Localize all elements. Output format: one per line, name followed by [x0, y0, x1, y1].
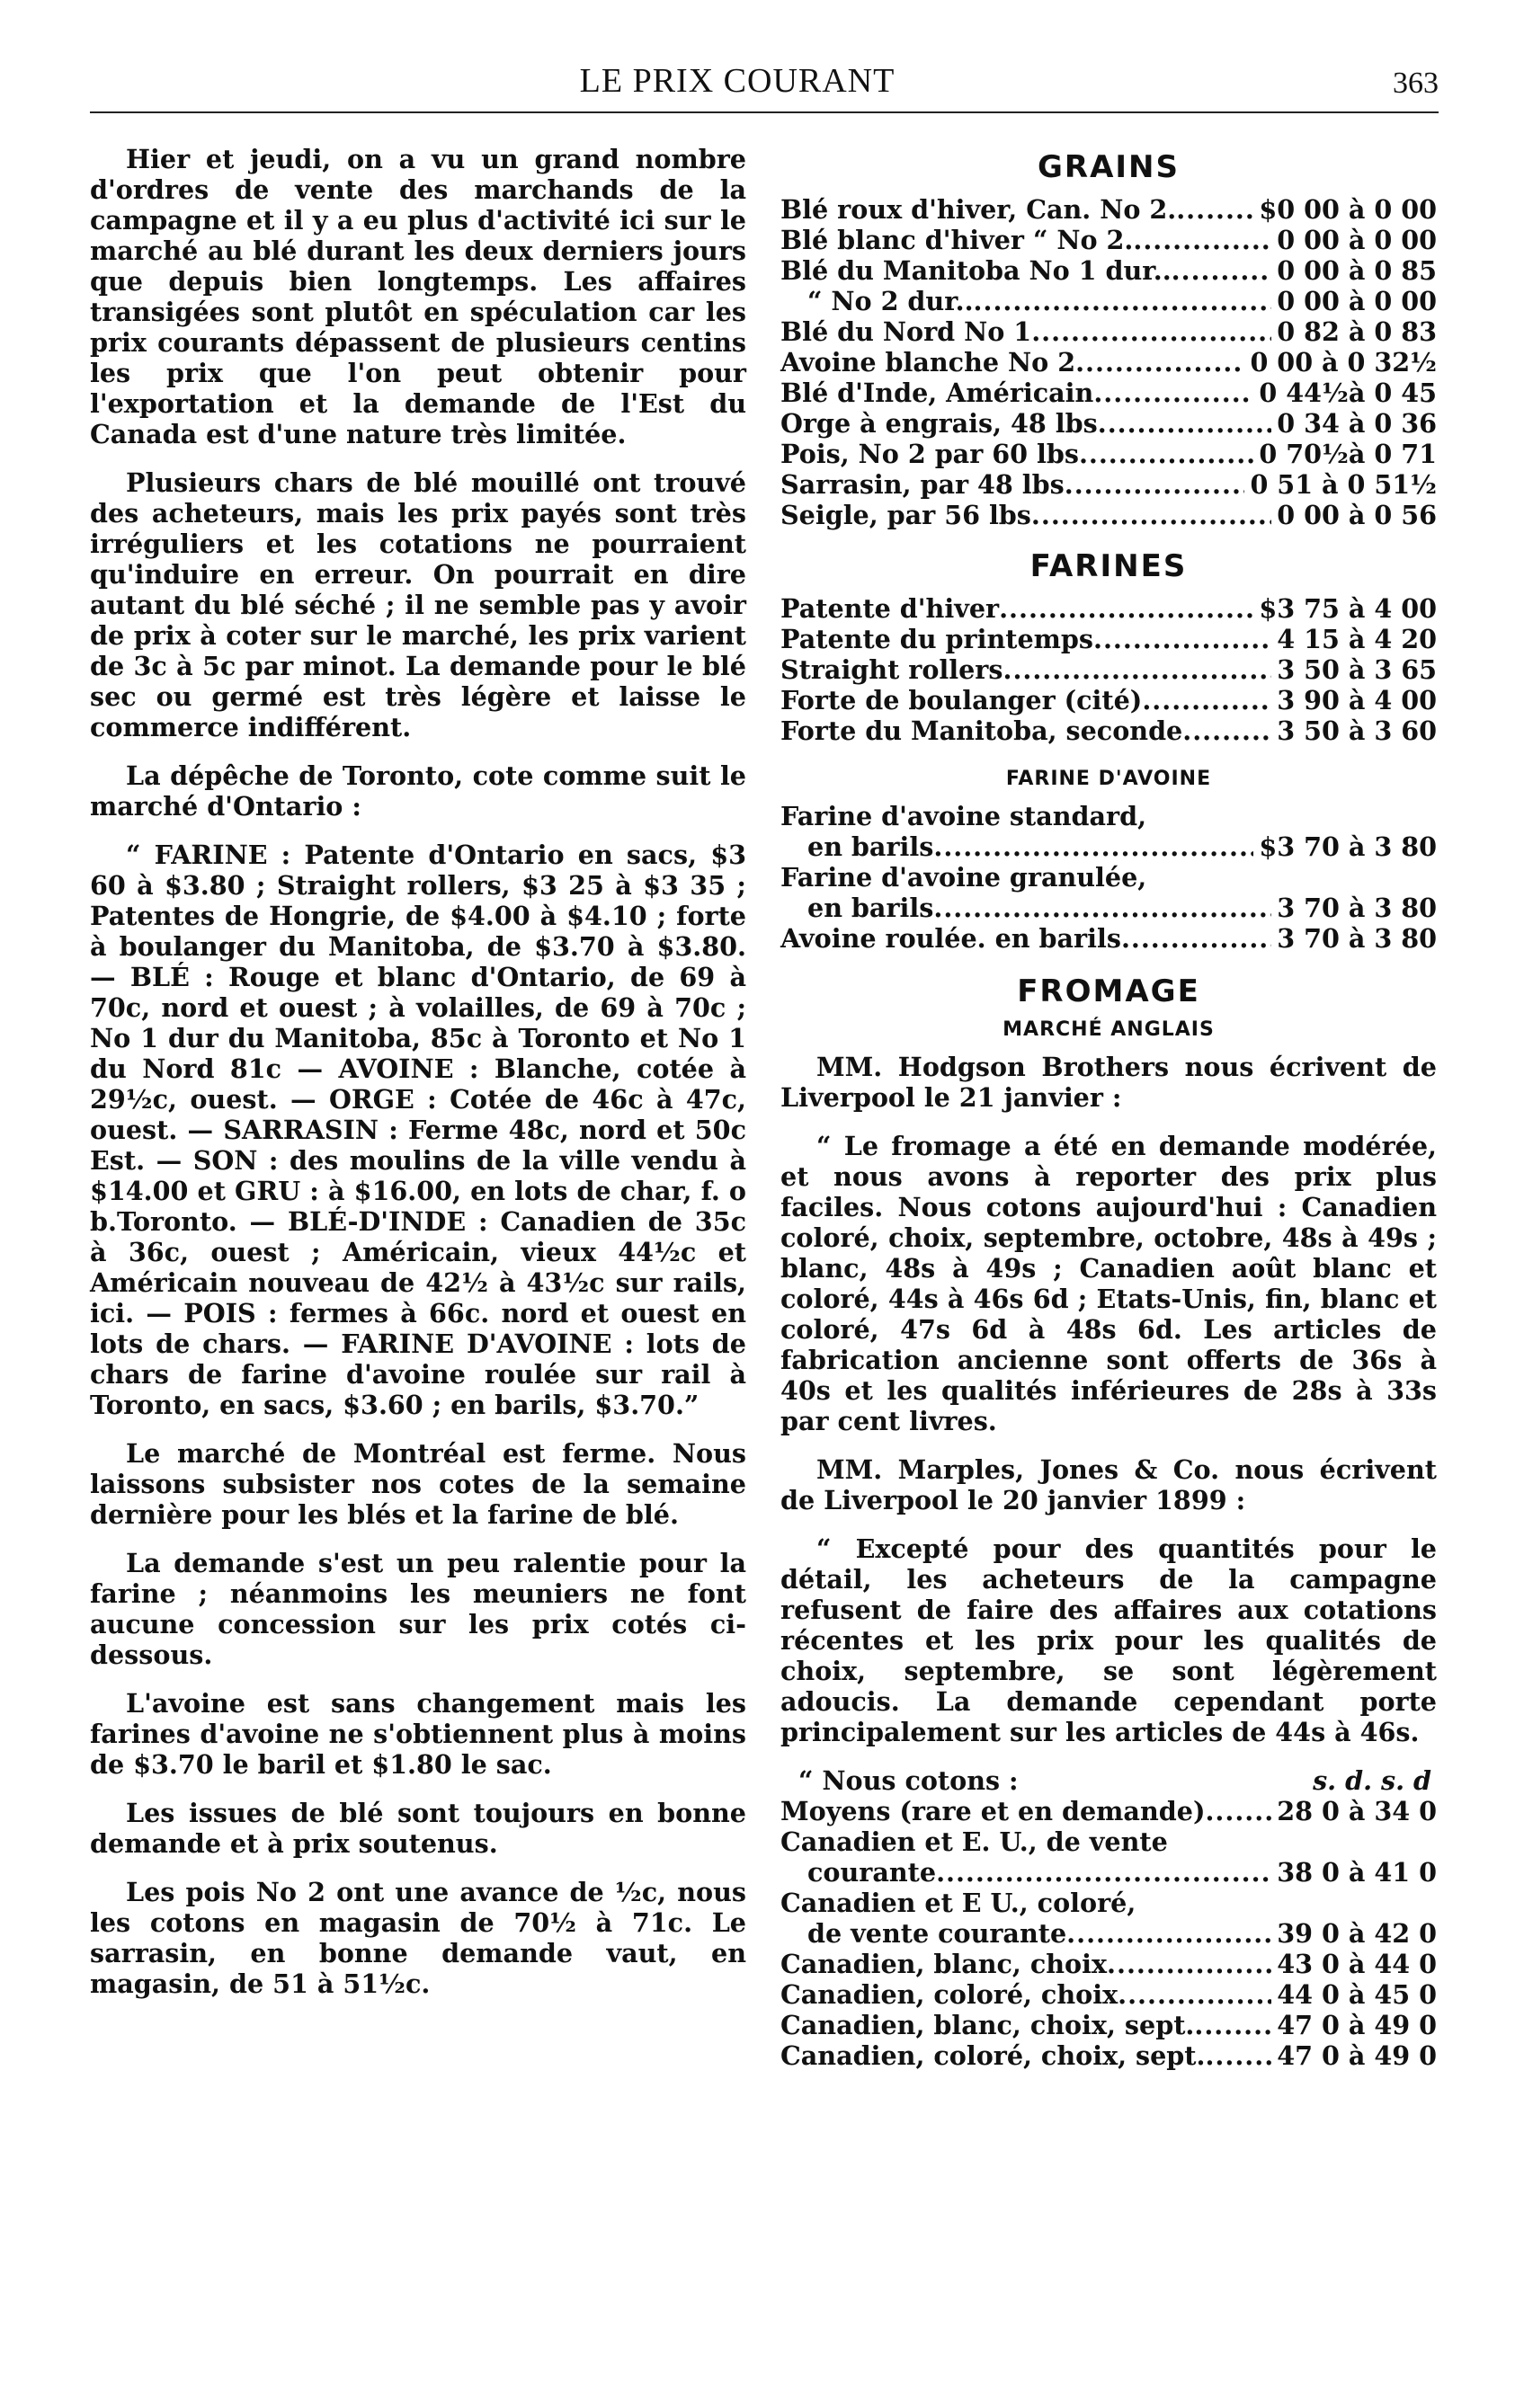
price-row: Orge à engrais, 48 lbs ..... 0 34 à 0 36	[780, 408, 1437, 439]
price-row: Moyens (rare et en demande) ..... 28 0 à 34 0	[780, 1796, 1437, 1826]
table-units: s. d. s. d	[1313, 1765, 1431, 1796]
price-row: Forte du Manitoba, seconde ..... 3 50 à 3 60	[780, 715, 1437, 746]
price-row: Patente d'hiver ..... $3 75 à 4 00	[780, 593, 1437, 624]
price-row: Sarrasin, par 48 lbs ..... 0 51 à 0 51½	[780, 469, 1437, 500]
paragraph: Plusieurs chars de blé mouillé ont trouvé des acheteurs, mais les prix payés sont très irréguliers et les cotations ne pourraient qu'induire en erreur. On pourrait en dire autant du blé séché ; il ne semble pas y avoir de prix à coter sur le marché, les prix varient de 3c à 5c par minot. La demande pour le blé sec ou germé est très légère et laisse le commerce indifférent.	[90, 467, 746, 742]
price-row: courante ..... 38 0 à 41 0	[780, 1857, 1437, 1888]
right-column	[780, 144, 1437, 2071]
price-row: Pois, No 2 par 60 lbs ..... 0 70½à 0 71	[780, 439, 1437, 469]
price-row: Forte de boulanger (cité) ..... 3 90 à 4 00	[780, 685, 1437, 715]
price-row: Canadien, blanc, choix ..... 43 0 à 44 0	[780, 1949, 1437, 1979]
price-row: Canadien et E U., coloré,	[780, 1888, 1136, 1918]
price-row: Blé du Manitoba No 1 dur.. ..... 0 00 à 0 85	[780, 255, 1437, 286]
paragraph: Hier et jeudi, on a vu un grand nombre d'ordres de vente des marchands de la campagne et il y a eu plus d'activité ici sur le marché au blé durant les deux derniers jours que depuis bien longtemps. Les affaires transigées sont plutôt en spéculation car les prix courants dépassent de plusieurs centins les prix que l'on peut obtenir pour l'exportation et la demande de l'Est du Canada est d'une nature très limitée.	[90, 144, 746, 449]
price-row: Blé blanc d'hiver “ No 2. ..... 0 00 à 0 00	[780, 225, 1437, 255]
price-row: Avoine blanche No 2 ..... 0 00 à 0 32½	[780, 347, 1437, 378]
price-row: Blé du Nord No 1 ..... 0 82 à 0 83	[780, 316, 1437, 347]
price-row: en barils ..... 3 70 à 3 80	[780, 893, 1437, 923]
cheese-table	[780, 1796, 1437, 2071]
paragraph: “ Le fromage a été en demande modérée, et nous avons à reporter des prix plus faciles. Nous cotons aujourd'hui : Canadien coloré, choix, septembre, octobre, 48s à 49s ; blanc, 48s à 49s ; Canadien août blanc et coloré, 44s à 46s 6d ; Etats-Unis, fin, blanc et coloré, 47s 6d à 48s 6d. Les articles de fabrication ancienne sont offerts de 36s à 40s et les qualités inférieures de 28s à 33s par cent livres.	[780, 1131, 1437, 1436]
header-rule	[90, 111, 1439, 113]
paragraph: MM. Marples, Jones & Co. nous écrivent de Liverpool le 20 janvier 1899 :	[780, 1454, 1437, 1515]
price-row: Canadien, coloré, choix, sept. ..... 47 0 à 49 0	[780, 2040, 1437, 2071]
price-row: Blé roux d'hiver, Can. No 2. ..... $0 00 à 0 00	[780, 194, 1437, 225]
farines-heading: FARINES	[1029, 548, 1188, 584]
price-row: Canadien, blanc, choix, sept. ..... 47 0 à 49 0	[780, 2010, 1437, 2040]
price-row: Patente du printemps ..... 4 15 à 4 20	[780, 624, 1437, 654]
cheese-table-header	[780, 1765, 1437, 1796]
paragraph: L'avoine est sans changement mais les farines d'avoine ne s'obtiennent plus à moins de $3.70 le baril et $1.80 le sac.	[90, 1688, 746, 1780]
paragraph: La dépêche de Toronto, cote comme suit le marché d'Ontario :	[90, 760, 746, 822]
price-row: Canadien et E. U., de vente	[780, 1826, 1168, 1857]
price-row: en barils ..... $3 70 à 3 80	[780, 831, 1437, 862]
paragraph: Les pois No 2 ont une avance de ½c, nous les cotons en magasin de 70½ à 71c. Le sarrasin, en bonne demande vaut, en magasin, de 51 à 51½c.	[90, 1877, 746, 1999]
grains-heading: GRAINS	[1038, 149, 1180, 185]
price-row: Avoine roulée. en barils ..... 3 70 à 3 80	[780, 923, 1437, 954]
price-row: de vente courante ..... 39 0 à 42 0	[780, 1918, 1437, 1949]
paragraph: MM. Hodgson Brothers nous écrivent de Liverpool le 21 janvier :	[780, 1052, 1437, 1113]
fromage-heading: FROMAGE	[1017, 973, 1200, 1009]
farines-table	[780, 593, 1437, 746]
paragraph: “ Excepté pour des quantités pour le détail, les acheteurs de la campagne refusent de faire des affaires aux cotations récentes et les prix pour les qualités de choix, septembre, se sont légèrement adoucis. La demande cependant porte principalement sur les articles de 44s à 46s.	[780, 1533, 1437, 1747]
marche-anglais-subheading: MARCHÉ ANGLAIS	[1003, 1018, 1215, 1041]
paragraph: Le marché de Montréal est ferme. Nous laissons subsister nos cotes de la semaine dernière pour les blés et la farine de blé.	[90, 1438, 746, 1530]
price-row: Canadien, coloré, choix ..... 44 0 à 45 0	[780, 1979, 1437, 2010]
price-row: Blé d'Inde, Américain ..... 0 44½à 0 45	[780, 378, 1437, 408]
page-number: 363	[1393, 67, 1439, 100]
price-row: “ No 2 dur.. ..... 0 00 à 0 00	[780, 286, 1437, 316]
price-row: Seigle, par 56 lbs ..... 0 00 à 0 56	[780, 500, 1437, 530]
table-intro: “ Nous cotons :	[798, 1765, 1019, 1796]
paragraph: La demande s'est un peu ralentie pour la farine ; néanmoins les meuniers ne font aucune concession sur les prix cotés ci-dessous.	[90, 1548, 746, 1670]
journal-title: LE PRIX COURANT	[579, 62, 896, 100]
left-column	[90, 144, 746, 2017]
price-row: Farine d'avoine standard,	[780, 801, 1147, 831]
price-row: Straight rollers ..... 3 50 à 3 65	[780, 654, 1437, 685]
paragraph: Les issues de blé sont toujours en bonne demande et à prix soutenus.	[90, 1798, 746, 1859]
price-row: Farine d'avoine granulée,	[780, 862, 1147, 893]
page-header	[36, 56, 1439, 110]
toronto-quote: “ FARINE : Patente d'Ontario en sacs, $3 60 à $3.80 ; Straight rollers, $3 25 à $3 35 ; Patentes de Hongrie, de $4.00 à $4.10 ; forte à boulanger du Manitoba, de $3.70 à $3.80. — BLÉ : Rouge et blanc d'Ontario, de 69 à 70c, nord et ouest ; à volailles, de 69 à 70c ; No 1 dur du Manitoba, 85c à Toronto et No 1 du Nord 81c — AVOINE : Blanche, cotée à 29½c, ouest. — ORGE : Cotée de 46c à 47c, ouest. — SARRASIN : Ferme 48c, nord et 50c Est. — SON : des moulins de la ville vendu à $14.00 et GRU : à $16.00, en lots de char, f. o b.Toronto. — BLÉ-D'INDE : Canadien de 35c à 36c, ouest ; Américain, vieux 44½c et Américain nouveau de 42½ à 43½c sur rails, ici. — POIS : fermes à 66c. nord et ouest en lots de chars. — FARINE D'AVOINE : lots de chars de farine d'avoine roulée sur rail à Toronto, en sacs, $3.60 ; en barils, $3.70.”	[90, 840, 746, 1420]
farine-avoine-table	[780, 801, 1437, 954]
grains-table	[780, 194, 1437, 530]
farine-avoine-heading: FARINE D'AVOINE	[1005, 768, 1212, 790]
